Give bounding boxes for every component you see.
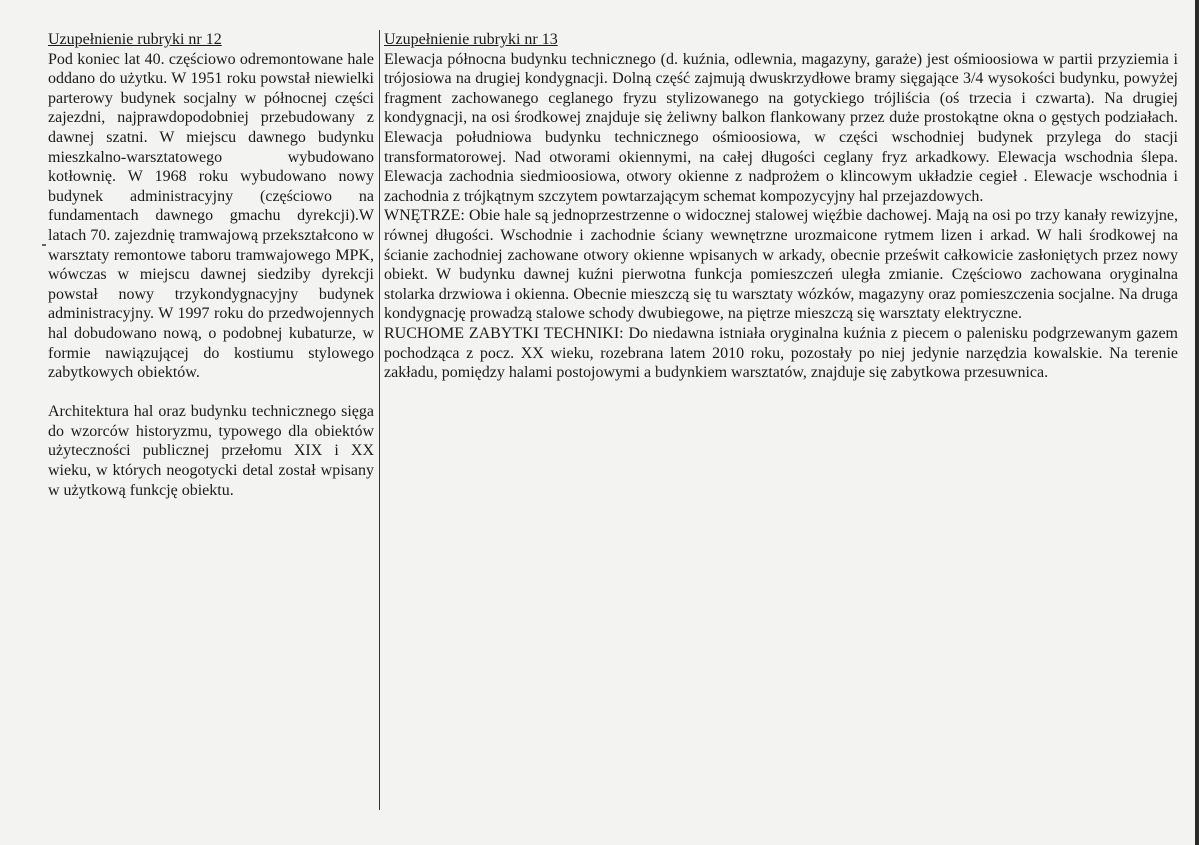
left-paragraph-architecture: Architektura hal oraz budynku technicznego sięga do wzorców historyzmu, typowego dla obiektów użyteczności publicznej przełomu XIX i XX wieku, w których neogotycki detal został wpisany w użytkową funkcję obiektu. xyxy=(48,403,374,499)
paragraph-gap xyxy=(48,383,374,403)
scan-edge xyxy=(1195,0,1199,845)
right-paragraph-interior: WNĘTRZE: Obie hale są jednoprzestrzenne o widocznej stalowej więźbie dachowej. Mają na osi po trzy kanały rewizyjne, równej długości. Wschodnie i zachodnie ściany wewnętrzne urozmaicone rytmem lizen i arkad. W hali środkowej na ścianie zachodniej zachowane otwory okienne wpisanych w arkady, obecnie prześwit całkowicie zasłoniętych przez nowy obiekt. W budynku dawnej kuźni pierwotna funkcja pomieszczeń uległa zmianie. Częściowo zachowana oryginalna stolarka drzwiowa i okienna. Obecnie mieszczą się tu warsztaty wózków, magazyny oraz pomieszczenia socjalne. Na druga kondygnację prowadzą stalowe schody dwubiegowe, na piętrze mieszczą się warsztaty elektryczne. xyxy=(384,207,1178,323)
right-column-heading: Uzupełnienie rubryki nr 13 xyxy=(384,31,558,48)
right-paragraph-movable-monuments: RUCHOME ZABYTKI TECHNIKI: Do niedawna istniała oryginalna kuźnia z piecem o palenisku podgrzewanym gazem pochodząca z pocz. XX wieku, rozebrana latem 2010 roku, pozostały po niej jedynie narzędzia kowalskie. Na terenie zakładu, pomiędzy halami postojowymi a budynkiem warsztatów, znajduje się zabytkowa przesuwnica. xyxy=(384,324,1178,382)
right-column xyxy=(384,30,1178,383)
scan-mark xyxy=(42,244,46,246)
left-column-heading: Uzupełnienie rubryki nr 12 xyxy=(48,31,222,48)
left-column xyxy=(48,30,374,500)
right-paragraph-elevations: Elewacja północna budynku technicznego (d. kuźnia, odlewnia, magazyny, garaże) jest ośmioosiowa w partii przyziemia i trójosiowa na drugiej kondygnacji. Dolną część zajmują dwuskrzydłowe bramy sięgające 3/4 wysokości budynku, powyżej fragment zachowanego ceglanego fryzu stylizowanego na gotyckiego trójliścia (oś trzecia i czwarta). Na drugiej kondygnacji, na osi środkowej znajduje się żeliwny balkon flankowany przez duże prostokątne okna o gęstych podziałach. Elewacja południowa budynku technicznego ośmioosiowa, w części wschodniej budynek przylega do stacji transformatorowej. Nad otworami okiennymi, na całej długości ceglany fryz arkadkowy. Elewacja wschodnia ślepa. Elewacja zachodnia siedmioosiowa, otwory okienne z nadprożem o klincowym układzie cegieł . Elewacje wschodnia i zachodnia z trójkątnym szczytem powtarzającym schemat kompozycyjny hal przejazdowych. xyxy=(384,50,1178,205)
left-paragraph-history: Pod koniec lat 40. częściowo odremontowane hale oddano do użytku. W 1951 roku powstał niewielki parterowy budynek socjalny w północnej części zajezdni, najprawdopodobniej przebudowany z dawnej szatni. W miejscu dawnego budynku mieszkalno-warsztatowego wybudowano kotłownię. W 1968 roku wybudowano nowy budynek administracyjny (częściowo na fundamentach dawnego gmachu dyrekcji).W latach 70. zajezdnię tramwajową przekształcono w warsztaty remontowe taboru tramwajowego MPK, wówczas w miejscu dawnej siedziby dyrekcji powstał nowy trzykondygnacyjny budynek administracyjny. W 1997 roku do przedwojennych hal dobudowano nową, o podobnej kubaturze, w formie nawiązującej do kostiumu stylowego zabytkowych obiektów. xyxy=(48,50,374,382)
column-divider xyxy=(379,30,380,810)
